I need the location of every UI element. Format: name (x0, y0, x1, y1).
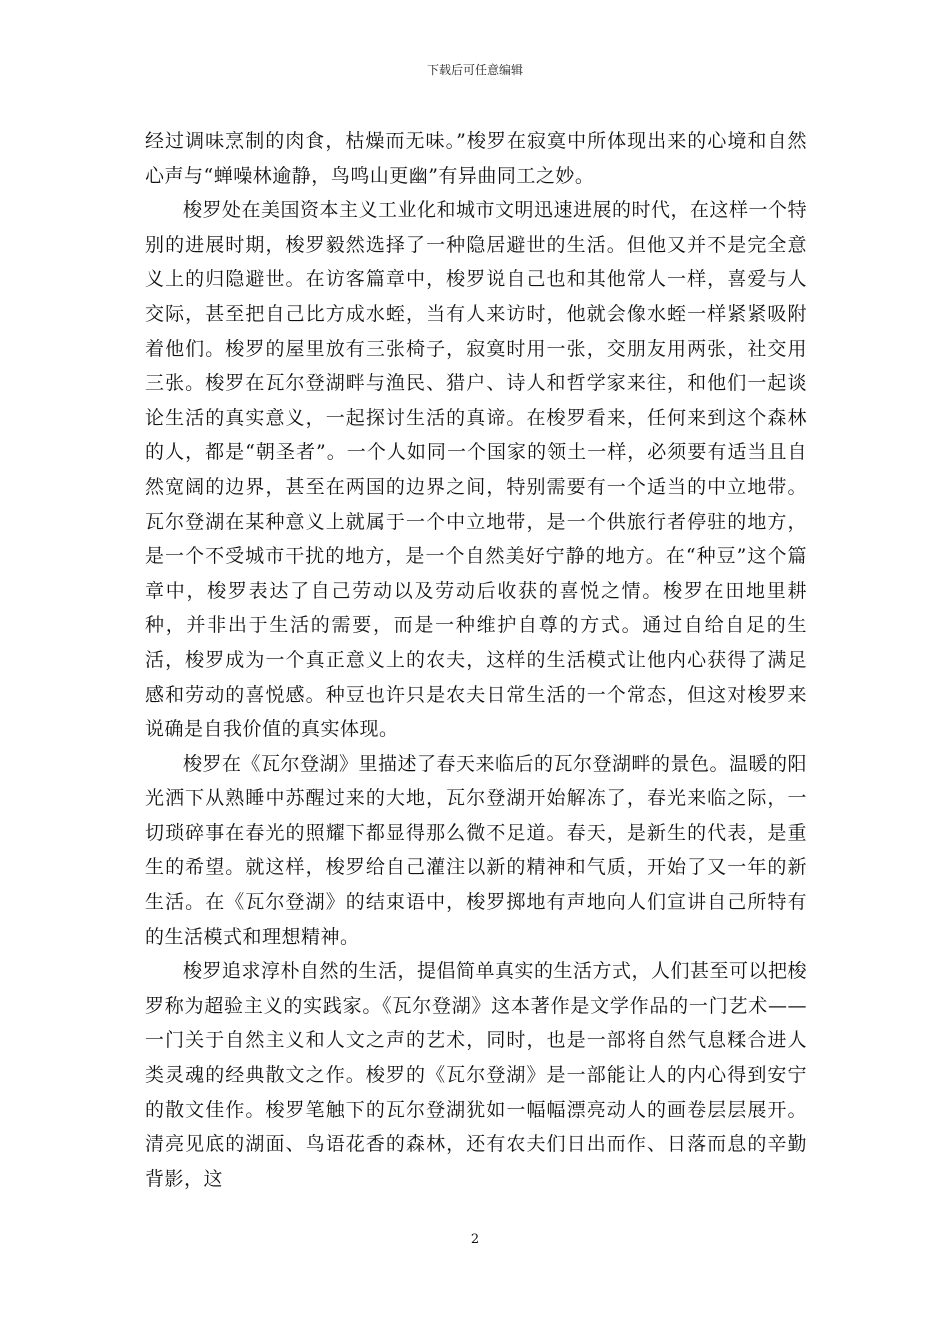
page-number: 2 (470, 1232, 480, 1247)
paragraph: 梭罗追求淳朴自然的生活，提倡简单真实的生活方式，人们甚至可以把梭罗称为超验主义的实践家。《瓦尔登湖》这本著作是文学作品的一门艺术——一门关于自然主义和人文之声的艺术，同时，也是一部将自然气息糅合进人类灵魂的经典散文之作。梭罗的《瓦尔登湖》是一部能让人的内心得到安宁的散文佳作。梭罗笔触下的瓦尔登湖犹如一幅幅漂亮动人的画卷层层展开。清亮见底的湖面、鸟语花香的森林，还有农夫们日出而作、日落而息的辛勤背影，这 (145, 960, 808, 1190)
page-header: 下载后可任意编辑 (426, 63, 523, 77)
paragraph-continuation: 经过调味烹制的肉食，枯燥而无味。”梭罗在寂寞中所体现出来的心境和自然心声与“蝉噪林逾静，鸟鸣山更幽”有异曲同工之妙。 (145, 130, 807, 187)
body-text (145, 124, 807, 1196)
paragraph: 梭罗处在美国资本主义工业化和城市文明迅速进展的时代，在这样一个特别的进展时期，梭罗毅然选择了一种隐居避世的生活。但他又并不是完全意义上的归隐避世。在访客篇章中，梭罗说自己也和其他常人一样，喜爱与人交际，甚至把自己比方成水蛭，当有人来访时，他就会像水蛭一样紧紧吸附着他们。梭罗的屋里放有三张椅子，寂寞时用一张，交朋友用两张，社交用三张。梭罗在瓦尔登湖畔与渔民、猎户、诗人和哲学家来往，和他们一起谈论生活的真实意义，一起探讨生活的真谛。在梭罗看来，任何来到这个森林的人，都是“朝圣者”。一个人如同一个国家的领土一样，必须要有适当且自然宽阔的边界，甚至在两国的边界之间，特别需要有一个适当的中立地带。瓦尔登湖在某种意义上就属于一个中立地带，是一个供旅行者停驻的地方，是一个不受城市干扰的地方，是一个自然美好宁静的地方。在“种豆”这个篇章中，梭罗表达了自己劳动以及劳动后收获的喜悦之情。梭罗在田地里耕种，并非出于生活的需要，而是一种维护自尊的方式。通过自给自足的生活，梭罗成为一个真正意义上的农夫，这样的生活模式让他内心获得了满足感和劳动的喜悦感。种豆也许只是农夫日常生活的一个常态，但这对梭罗来说确是自我价值的真实体现。 (145, 199, 808, 741)
paragraph: 梭罗在《瓦尔登湖》里描述了春天来临后的瓦尔登湖畔的景色。温暖的阳光洒下从熟睡中苏醒过来的大地，瓦尔登湖开始解冻了，春光来临之际，一切琐碎事在春光的照耀下都显得那么微不足道。春天，是新生的代表，是重生的希望。就这样，梭罗给自己灌注以新的精神和气质，开始了又一年的新生活。在《瓦尔登湖》的结束语中，梭罗掷地有声地向人们宣讲自己所特有的生活模式和理想精神。 (145, 752, 808, 948)
